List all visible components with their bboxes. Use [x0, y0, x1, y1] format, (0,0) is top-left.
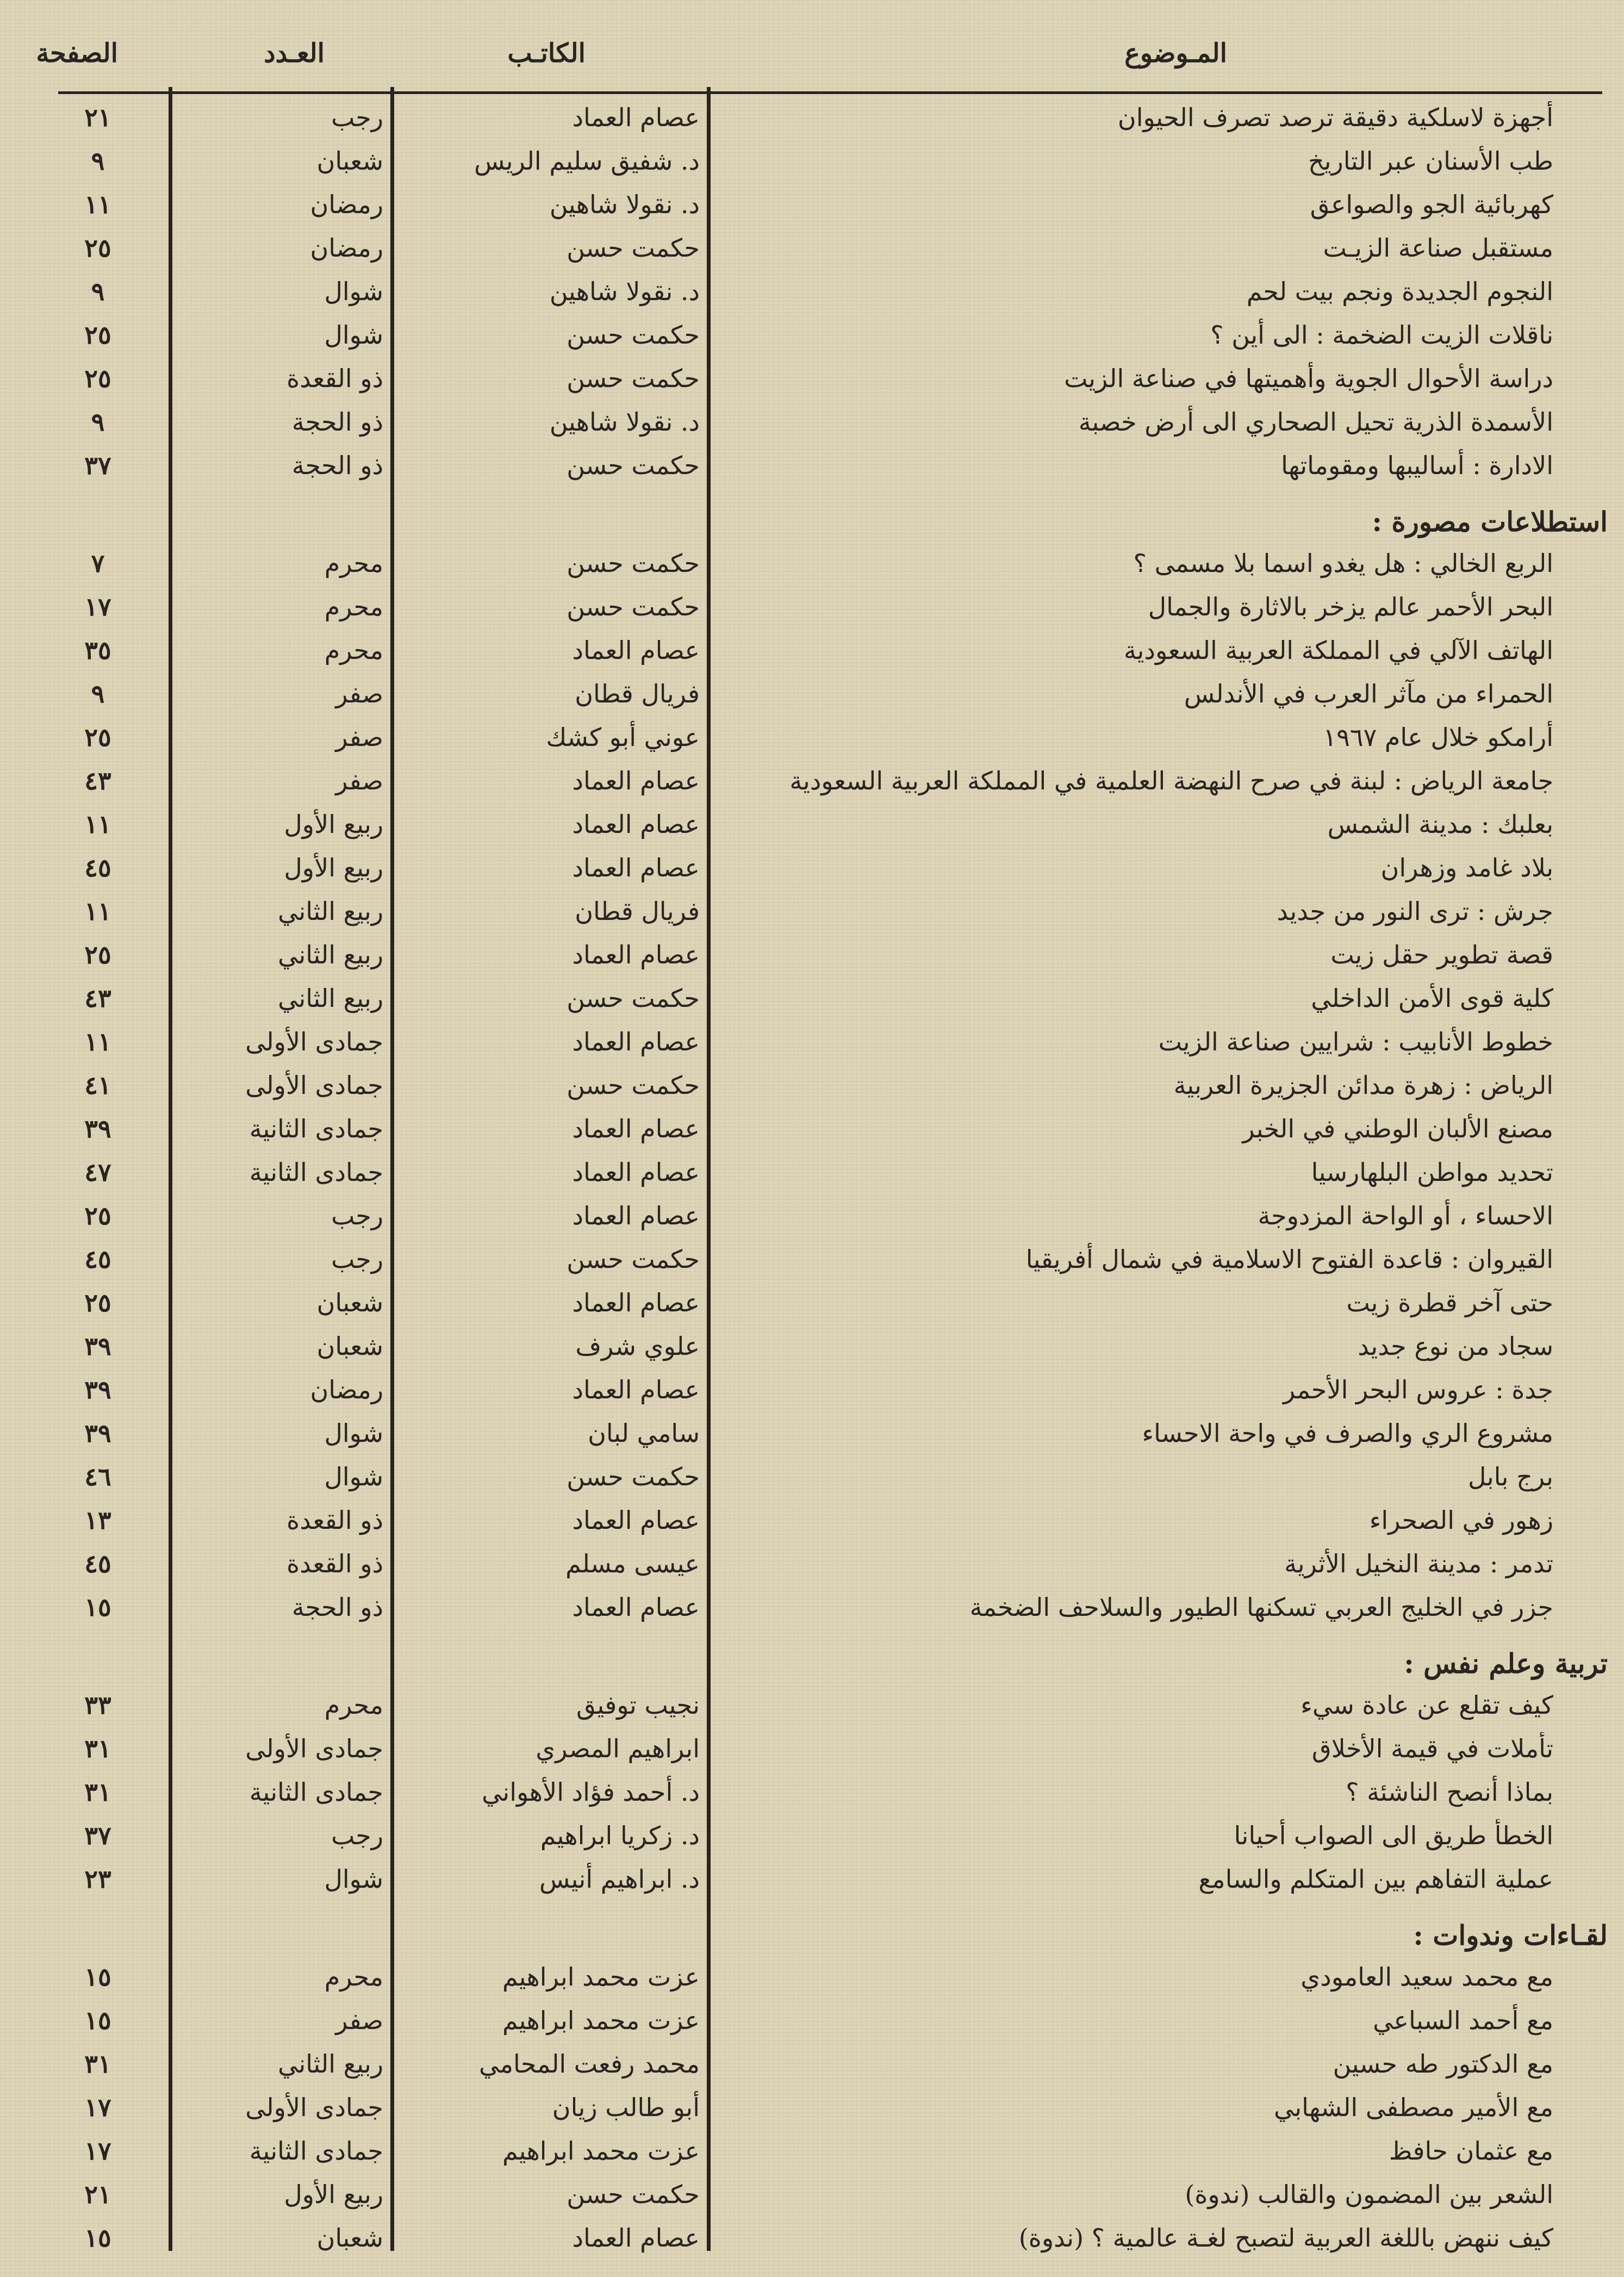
- topic-cell: سجاد من نوع جديد: [1358, 1332, 1553, 1361]
- author-cell: عصام العماد: [572, 940, 700, 969]
- page-cell: ٣٥: [84, 636, 111, 665]
- author-cell: عوني أبو كشك: [546, 723, 700, 752]
- issue-cell: رجب: [331, 1245, 383, 1274]
- author-cell: حكمت حسن: [567, 233, 700, 263]
- page-cell: ٩: [91, 679, 105, 708]
- section-spacer: [0, 1629, 1624, 1640]
- table-row: [0, 1281, 1624, 1324]
- author-cell: د. نقولا شاهين: [549, 277, 700, 306]
- header-topic: المـوضوع: [1124, 38, 1227, 69]
- issue-cell: جمادى الثانية: [249, 1158, 383, 1187]
- topic-cell: أجهزة لاسلكية دقيقة ترصد تصرف الحيوان: [1117, 103, 1553, 132]
- page-cell: ٣١: [84, 1734, 111, 1763]
- topic-cell: مستقبل صناعة الزيـت: [1323, 233, 1553, 263]
- issue-cell: جمادى الأولى: [245, 1027, 383, 1056]
- page-cell: ١٧: [84, 592, 111, 621]
- topic-cell: الهاتف الآلي في المملكة العربية السعودية: [1124, 636, 1553, 665]
- table-row: [0, 1194, 1624, 1237]
- table-row: [0, 1368, 1624, 1411]
- topic-cell: خطوط الأنابيب : شرايين صناعة الزيت: [1158, 1027, 1553, 1056]
- table-row: [0, 542, 1624, 585]
- issue-cell: ذو الحجة: [291, 407, 383, 437]
- topic-cell: الشعر بين المضمون والقالب (ندوة): [1185, 2180, 1553, 2209]
- page-cell: ٧: [91, 549, 105, 578]
- topic-cell: جدة : عروس البحر الأحمر: [1283, 1375, 1553, 1404]
- issue-cell: رجب: [331, 1201, 383, 1230]
- issue-cell: جمادى الأولى: [245, 1071, 383, 1100]
- author-cell: عصام العماد: [572, 810, 700, 839]
- table-row: [0, 2086, 1624, 2129]
- issue-cell: محرم: [324, 1962, 383, 1992]
- section-heading-row: [0, 1912, 1624, 1955]
- author-cell: فريال قطان: [575, 679, 700, 708]
- page-cell: ١٥: [84, 2223, 111, 2253]
- author-cell: حكمت حسن: [567, 364, 700, 393]
- issue-cell: رمضان: [310, 1375, 383, 1404]
- table-row: [0, 759, 1624, 802]
- table-row: [0, 1814, 1624, 1857]
- table-row: [0, 976, 1624, 1020]
- page-cell: ٤٥: [84, 853, 111, 882]
- author-cell: حكمت حسن: [567, 2180, 700, 2209]
- issue-cell: شعبان: [316, 1332, 383, 1361]
- page-cell: ٤٣: [84, 766, 111, 795]
- page-cell: ٢٥: [84, 1201, 111, 1230]
- author-cell: د. نقولا شاهين: [549, 407, 700, 437]
- author-cell: حكمت حسن: [567, 592, 700, 621]
- issue-cell: جمادى الأولى: [245, 2093, 383, 2122]
- page-cell: ٣٧: [84, 451, 111, 480]
- author-cell: عزت محمد ابراهيم: [502, 1962, 700, 1992]
- header-issue: العـدد: [264, 38, 325, 69]
- table-row: [0, 313, 1624, 357]
- table-row: [0, 2042, 1624, 2086]
- topic-cell: عملية التفاهم بين المتكلم والسامع: [1198, 1864, 1553, 1894]
- issue-cell: ربيع الثاني: [278, 984, 383, 1013]
- table-row: [0, 933, 1624, 976]
- table-row: [0, 802, 1624, 846]
- author-cell: عصام العماد: [572, 1505, 700, 1535]
- table-row: [0, 2129, 1624, 2173]
- topic-cell: مع أحمد السباعي: [1373, 2006, 1553, 2035]
- author-cell: عصام العماد: [572, 1158, 700, 1187]
- table-row: [0, 1683, 1624, 1727]
- table-row: [0, 400, 1624, 444]
- section-title: لقـاءات وندوات :: [1413, 1919, 1608, 1951]
- topic-cell: أرامكو خلال عام ١٩٦٧: [1323, 723, 1553, 752]
- issue-cell: شوال: [324, 277, 383, 306]
- page-cell: ١٥: [84, 1592, 111, 1622]
- table-row: [0, 357, 1624, 400]
- page-cell: ٩: [91, 277, 105, 306]
- page-cell: ٢١: [84, 2180, 111, 2209]
- topic-cell: البحر الأحمر عالم يزخر بالاثارة والجمال: [1148, 592, 1553, 621]
- issue-cell: شعبان: [316, 2223, 383, 2253]
- page-cell: ١٥: [84, 2006, 111, 2035]
- topic-cell: جامعة الرياض : لبنة في صرح النهضة العلمية في المملكة العربية السعودية: [789, 766, 1553, 795]
- topic-cell: الادارة : أساليبها ومقوماتها: [1281, 451, 1553, 480]
- table-row: [0, 1411, 1624, 1455]
- author-cell: سامي لبان: [588, 1419, 700, 1448]
- topic-cell: جرش : ترى النور من جديد: [1277, 897, 1553, 926]
- author-cell: عصام العماد: [572, 1375, 700, 1404]
- author-cell: عزت محمد ابراهيم: [502, 2006, 700, 2035]
- topic-cell: زهور في الصحراء: [1369, 1505, 1553, 1535]
- topic-cell: مشروع الري والصرف في واحة الاحساء: [1142, 1419, 1553, 1448]
- issue-cell: ذو الحجة: [291, 451, 383, 480]
- author-cell: عزت محمد ابراهيم: [502, 2136, 700, 2166]
- table-row: [0, 889, 1624, 933]
- issue-cell: ربيع الثاني: [278, 2049, 383, 2079]
- issue-cell: محرم: [324, 549, 383, 578]
- issue-cell: رمضان: [310, 233, 383, 263]
- section-title: استطلاعات مصورة :: [1372, 506, 1608, 538]
- topic-cell: مع محمد سعيد العامودي: [1301, 1962, 1553, 1992]
- section-heading-row: [0, 498, 1624, 542]
- page-cell: ١٣: [84, 1505, 111, 1535]
- author-cell: عصام العماد: [572, 853, 700, 882]
- header-page: الصفحة: [36, 38, 118, 69]
- table-row: [0, 585, 1624, 629]
- author-cell: حكمت حسن: [567, 1071, 700, 1100]
- table-row: [0, 226, 1624, 270]
- author-cell: عصام العماد: [572, 1027, 700, 1056]
- author-cell: محمد رفعت المحامي: [479, 2049, 700, 2079]
- topic-cell: كيف تقلع عن عادة سيء: [1301, 1690, 1553, 1720]
- issue-cell: رجب: [331, 103, 383, 132]
- author-cell: د. شفيق سليم الريس: [474, 146, 700, 176]
- table-row: [0, 1585, 1624, 1629]
- issue-cell: شعبان: [316, 146, 383, 176]
- table-row: [0, 139, 1624, 183]
- topic-cell: تأملات في قيمة الأخلاق: [1311, 1734, 1553, 1763]
- topic-cell: بلاد غامد وزهران: [1380, 853, 1553, 882]
- table-row: [0, 1955, 1624, 1999]
- topic-cell: الأسمدة الذرية تحيل الصحاري الى أرض خصبة: [1078, 407, 1553, 437]
- table-row: [0, 1107, 1624, 1150]
- topic-cell: مع الدكتور طه حسين: [1333, 2049, 1553, 2079]
- author-cell: د. أحمد فؤاد الأهواني: [482, 1777, 700, 1807]
- topic-cell: الربع الخالي : هل يغدو اسما بلا مسمى ؟: [1133, 549, 1553, 578]
- issue-cell: شوال: [324, 1864, 383, 1894]
- author-cell: عصام العماد: [572, 766, 700, 795]
- page-cell: ٣٩: [84, 1419, 111, 1448]
- page-cell: ٢٥: [84, 940, 111, 969]
- issue-cell: صفر: [335, 766, 383, 795]
- table-row: [0, 1857, 1624, 1901]
- topic-cell: النجوم الجديدة ونجم بيت لحم: [1246, 277, 1553, 306]
- page-cell: ٤٦: [84, 1462, 111, 1491]
- issue-cell: شوال: [324, 320, 383, 350]
- table-row: [0, 2216, 1624, 2260]
- author-cell: عصام العماد: [572, 1592, 700, 1622]
- author-cell: عصام العماد: [572, 2223, 700, 2253]
- table-row: [0, 96, 1624, 139]
- page-cell: ٢٥: [84, 1288, 111, 1317]
- author-cell: عصام العماد: [572, 103, 700, 132]
- page-cell: ٩: [91, 146, 105, 176]
- section-spacer: [0, 487, 1624, 498]
- topic-cell: القيروان : قاعدة الفتوح الاسلامية في شمال أفريقيا: [1025, 1245, 1553, 1274]
- index-rows: [0, 96, 1624, 2260]
- issue-cell: جمادى الثانية: [249, 1777, 383, 1807]
- author-cell: نجيب توفيق: [576, 1690, 700, 1720]
- table-row: [0, 1498, 1624, 1542]
- author-cell: عصام العماد: [572, 1114, 700, 1143]
- page-cell: ١٥: [84, 1962, 111, 1992]
- issue-cell: شوال: [324, 1419, 383, 1448]
- page-cell: ٣٩: [84, 1332, 111, 1361]
- issue-cell: ربيع الثاني: [278, 897, 383, 926]
- page-cell: ٣٩: [84, 1375, 111, 1404]
- topic-cell: حتى آخر قطرة زيت: [1346, 1288, 1553, 1317]
- page-cell: ٤٣: [84, 984, 111, 1013]
- table-row: [0, 846, 1624, 889]
- issue-cell: ربيع الأول: [284, 2180, 383, 2209]
- page-cell: ٢٣: [84, 1864, 111, 1894]
- topic-cell: تحديد مواطن البلهارسيا: [1311, 1158, 1553, 1187]
- table-row: [0, 183, 1624, 226]
- page-cell: ٢٥: [84, 233, 111, 263]
- topic-cell: ناقلات الزيت الضخمة : الى أين ؟: [1210, 320, 1553, 350]
- topic-cell: جزر في الخليج العربي تسكنها الطيور والسلاحف الضخمة: [969, 1592, 1553, 1622]
- author-cell: حكمت حسن: [567, 451, 700, 480]
- topic-cell: برج بابل: [1468, 1462, 1553, 1491]
- table-row: [0, 1999, 1624, 2042]
- topic-cell: طب الأسنان عبر التاريخ: [1308, 146, 1553, 176]
- issue-cell: جمادى الأولى: [245, 1734, 383, 1763]
- author-cell: د. زكريا ابراهيم: [540, 1821, 700, 1850]
- header-author: الكاتـب: [507, 38, 586, 69]
- issue-cell: صفر: [335, 679, 383, 708]
- table-row: [0, 672, 1624, 716]
- author-cell: عصام العماد: [572, 1288, 700, 1317]
- issue-cell: شوال: [324, 1462, 383, 1491]
- author-cell: د. نقولا شاهين: [549, 190, 700, 219]
- table-row: [0, 1455, 1624, 1498]
- issue-cell: ربيع الثاني: [278, 940, 383, 969]
- author-cell: حكمت حسن: [567, 320, 700, 350]
- topic-cell: الخطأ طريق الى الصواب أحيانا: [1234, 1821, 1553, 1850]
- topic-cell: الحمراء من مآثر العرب في الأندلس: [1184, 679, 1553, 708]
- table-row: [0, 1727, 1624, 1770]
- author-cell: علوي شرف: [575, 1332, 700, 1361]
- issue-cell: محرم: [324, 1690, 383, 1720]
- issue-cell: محرم: [324, 636, 383, 665]
- issue-cell: ذو القعدة: [287, 364, 383, 393]
- topic-cell: الرياض : زهرة مدائن الجزيرة العربية: [1173, 1071, 1553, 1100]
- table-row: [0, 1150, 1624, 1194]
- page-cell: ١٧: [84, 2136, 111, 2166]
- table-row: [0, 716, 1624, 759]
- author-cell: ابراهيم المصري: [536, 1734, 700, 1763]
- issue-cell: ذو الحجة: [291, 1592, 383, 1622]
- page-cell: ٢٥: [84, 723, 111, 752]
- issue-cell: صفر: [335, 723, 383, 752]
- page-cell: ١٧: [84, 2093, 111, 2122]
- author-cell: حكمت حسن: [567, 1245, 700, 1274]
- author-cell: د. ابراهيم أنيس: [539, 1864, 700, 1894]
- issue-cell: ربيع الأول: [284, 810, 383, 839]
- issue-cell: صفر: [335, 2006, 383, 2035]
- page-cell: ٤١: [84, 1071, 111, 1100]
- author-cell: حكمت حسن: [567, 1462, 700, 1491]
- table-row: [0, 270, 1624, 313]
- topic-cell: مع عثمان حافظ: [1389, 2136, 1553, 2166]
- page-cell: ٢٥: [84, 320, 111, 350]
- page-cell: ٣١: [84, 2049, 111, 2079]
- page-cell: ٣١: [84, 1777, 111, 1807]
- page-cell: ٢١: [84, 103, 111, 132]
- issue-cell: ربيع الأول: [284, 853, 383, 882]
- topic-cell: قصة تطوير حقل زيت: [1330, 940, 1553, 969]
- table-row: [0, 444, 1624, 487]
- page-cell: ٢٥: [84, 364, 111, 393]
- issue-cell: رمضان: [310, 190, 383, 219]
- topic-cell: بماذا أنصح الناشئة ؟: [1346, 1777, 1553, 1807]
- section-title: تربية وعلم نفس :: [1404, 1647, 1608, 1679]
- author-cell: عصام العماد: [572, 636, 700, 665]
- author-cell: عصام العماد: [572, 1201, 700, 1230]
- author-cell: أبو طالب زيان: [552, 2093, 700, 2122]
- topic-cell: كيف ننهض باللغة العربية لتصبح لغـة عالمية ؟ (ندوة): [1018, 2223, 1553, 2253]
- issue-cell: جمادى الثانية: [249, 2136, 383, 2166]
- page-cell: ٩: [91, 407, 105, 437]
- table-row: [0, 2173, 1624, 2216]
- topic-cell: كهربائية الجو والصواعق: [1310, 190, 1553, 219]
- topic-cell: مصنع الألبان الوطني في الخبر: [1242, 1114, 1553, 1143]
- table-row: [0, 1237, 1624, 1281]
- issue-cell: شعبان: [316, 1288, 383, 1317]
- table-row: [0, 629, 1624, 672]
- topic-cell: بعلبك : مدينة الشمس: [1327, 810, 1553, 839]
- issue-cell: ذو القعدة: [287, 1549, 383, 1578]
- issue-cell: محرم: [324, 592, 383, 621]
- author-cell: فريال قطان: [575, 897, 700, 926]
- author-cell: عيسى مسلم: [565, 1549, 700, 1578]
- topic-cell: مع الأمير مصطفى الشهابي: [1274, 2093, 1553, 2122]
- section-spacer: [0, 1901, 1624, 1912]
- page-cell: ٤٥: [84, 1245, 111, 1274]
- page-cell: ٤٥: [84, 1549, 111, 1578]
- page-cell: ٤٧: [84, 1158, 111, 1187]
- page-cell: ١١: [84, 810, 111, 839]
- page-cell: ١١: [84, 1027, 111, 1056]
- topic-cell: كلية قوى الأمن الداخلي: [1311, 984, 1553, 1013]
- page-cell: ١١: [84, 190, 111, 219]
- table-row: [0, 1542, 1624, 1585]
- table-row: [0, 1324, 1624, 1368]
- table-row: [0, 1770, 1624, 1814]
- author-cell: حكمت حسن: [567, 984, 700, 1013]
- section-heading-row: [0, 1640, 1624, 1683]
- table-header: [0, 33, 1624, 92]
- table-row: [0, 1063, 1624, 1107]
- issue-cell: جمادى الثانية: [249, 1114, 383, 1143]
- table-row: [0, 1020, 1624, 1063]
- page-cell: ٣٣: [84, 1690, 111, 1720]
- issue-cell: ذو القعدة: [287, 1505, 383, 1535]
- issue-cell: رجب: [331, 1821, 383, 1850]
- topic-cell: دراسة الأحوال الجوية وأهميتها في صناعة الزيت: [1064, 364, 1553, 393]
- page-cell: ٣٧: [84, 1821, 111, 1850]
- author-cell: حكمت حسن: [567, 549, 700, 578]
- page-cell: ٣٩: [84, 1114, 111, 1143]
- topic-cell: تدمر : مدينة النخيل الأثرية: [1284, 1549, 1553, 1578]
- header-divider: [58, 91, 1602, 94]
- topic-cell: الاحساء ، أو الواحة المزدوجة: [1258, 1201, 1553, 1230]
- page-cell: ١١: [84, 897, 111, 926]
